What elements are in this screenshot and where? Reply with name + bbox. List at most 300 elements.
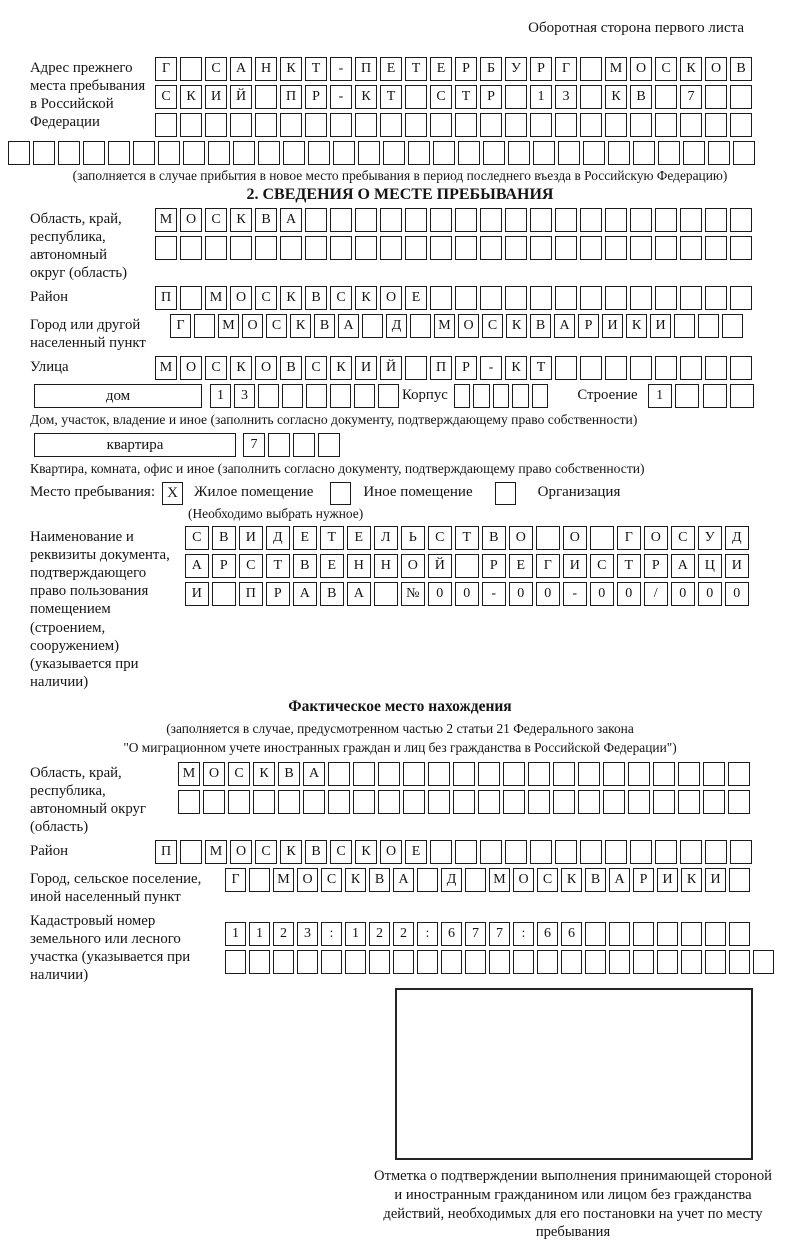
char-box[interactable]: [555, 208, 577, 232]
char-box[interactable]: [280, 113, 302, 137]
char-box[interactable]: [8, 141, 30, 165]
char-box[interactable]: К: [355, 85, 377, 109]
fact-oblast-row-2[interactable]: [178, 790, 753, 814]
char-box[interactable]: [303, 790, 325, 814]
char-box[interactable]: [255, 85, 277, 109]
char-box[interactable]: К: [355, 286, 377, 310]
char-box[interactable]: [362, 314, 383, 338]
char-box[interactable]: С: [155, 85, 177, 109]
char-box[interactable]: [585, 950, 606, 974]
char-box[interactable]: В: [730, 57, 752, 81]
char-box[interactable]: К: [681, 868, 702, 892]
char-box[interactable]: [333, 141, 355, 165]
char-box[interactable]: [306, 384, 327, 408]
char-box[interactable]: [258, 141, 280, 165]
char-box[interactable]: [383, 141, 405, 165]
char-box[interactable]: И: [602, 314, 623, 338]
stroenie-row[interactable]: [648, 384, 758, 408]
char-box[interactable]: [555, 286, 577, 310]
char-box[interactable]: [580, 57, 602, 81]
char-box[interactable]: [208, 141, 230, 165]
char-box[interactable]: Й: [428, 554, 452, 578]
fact-kadastr-row-1[interactable]: [225, 922, 777, 946]
char-box[interactable]: [728, 790, 750, 814]
char-box[interactable]: Р: [530, 57, 552, 81]
char-box[interactable]: [480, 840, 502, 864]
char-box[interactable]: И: [185, 582, 209, 606]
char-box[interactable]: Е: [293, 526, 317, 550]
char-box[interactable]: [680, 840, 702, 864]
char-box[interactable]: [580, 286, 602, 310]
char-box[interactable]: [628, 790, 650, 814]
char-box[interactable]: В: [314, 314, 335, 338]
char-box[interactable]: [58, 141, 80, 165]
char-box[interactable]: [730, 85, 752, 109]
char-box[interactable]: [328, 790, 350, 814]
previous-address-row-2[interactable]: [155, 85, 755, 109]
checkbox-zhiloe[interactable]: X: [162, 482, 183, 505]
char-box[interactable]: О: [180, 208, 202, 232]
char-box[interactable]: [83, 141, 105, 165]
char-box[interactable]: [405, 356, 427, 380]
char-box[interactable]: [480, 113, 502, 137]
char-box[interactable]: Р: [633, 868, 654, 892]
char-box[interactable]: М: [205, 286, 227, 310]
char-box[interactable]: П: [430, 356, 452, 380]
char-box[interactable]: [405, 85, 427, 109]
char-box[interactable]: А: [671, 554, 695, 578]
char-box[interactable]: -: [563, 582, 587, 606]
char-box[interactable]: [630, 236, 652, 260]
char-box[interactable]: [405, 208, 427, 232]
char-box[interactable]: [729, 922, 750, 946]
char-box[interactable]: Г: [170, 314, 191, 338]
char-box[interactable]: [528, 790, 550, 814]
char-box[interactable]: [483, 141, 505, 165]
char-box[interactable]: К: [506, 314, 527, 338]
char-box[interactable]: О: [458, 314, 479, 338]
char-box[interactable]: Н: [374, 554, 398, 578]
char-box[interactable]: [283, 141, 305, 165]
char-box[interactable]: [703, 790, 725, 814]
char-box[interactable]: [268, 433, 290, 457]
char-box[interactable]: О: [380, 840, 402, 864]
char-box[interactable]: К: [680, 57, 702, 81]
char-box[interactable]: [430, 113, 452, 137]
char-box[interactable]: [605, 356, 627, 380]
char-box[interactable]: [225, 950, 246, 974]
char-box[interactable]: Е: [347, 526, 371, 550]
char-box[interactable]: В: [305, 840, 327, 864]
char-box[interactable]: [730, 840, 752, 864]
char-box[interactable]: [255, 236, 277, 260]
char-box[interactable]: [405, 236, 427, 260]
char-box[interactable]: М: [178, 762, 200, 786]
char-box[interactable]: [674, 314, 695, 338]
char-box[interactable]: [233, 141, 255, 165]
char-box[interactable]: О: [230, 840, 252, 864]
char-box[interactable]: [609, 922, 630, 946]
char-box[interactable]: И: [355, 356, 377, 380]
char-box[interactable]: [293, 433, 315, 457]
char-box[interactable]: Е: [509, 554, 533, 578]
char-box[interactable]: К: [290, 314, 311, 338]
char-box[interactable]: [297, 950, 318, 974]
s2-oblast-row-1[interactable]: [155, 208, 755, 232]
char-box[interactable]: [508, 141, 530, 165]
char-box[interactable]: [183, 141, 205, 165]
char-box[interactable]: [380, 208, 402, 232]
char-box[interactable]: 1: [210, 384, 231, 408]
char-box[interactable]: [428, 790, 450, 814]
dom-number-row[interactable]: [210, 384, 402, 408]
char-box[interactable]: [729, 868, 750, 892]
char-box[interactable]: [630, 356, 652, 380]
char-box[interactable]: [230, 113, 252, 137]
char-box[interactable]: [605, 236, 627, 260]
char-box[interactable]: П: [239, 582, 263, 606]
char-box[interactable]: В: [530, 314, 551, 338]
char-box[interactable]: О: [255, 356, 277, 380]
char-box[interactable]: [583, 141, 605, 165]
char-box[interactable]: С: [239, 554, 263, 578]
char-box[interactable]: [305, 236, 327, 260]
char-box[interactable]: [280, 236, 302, 260]
char-box[interactable]: [753, 950, 774, 974]
char-box[interactable]: В: [369, 868, 390, 892]
char-box[interactable]: [530, 208, 552, 232]
char-box[interactable]: [555, 840, 577, 864]
char-box[interactable]: [505, 208, 527, 232]
char-box[interactable]: М: [218, 314, 239, 338]
char-box[interactable]: 7: [489, 922, 510, 946]
char-box[interactable]: [273, 950, 294, 974]
char-box[interactable]: М: [605, 57, 627, 81]
char-box[interactable]: Н: [347, 554, 371, 578]
char-box[interactable]: 2: [393, 922, 414, 946]
char-box[interactable]: [558, 141, 580, 165]
char-box[interactable]: [180, 113, 202, 137]
char-box[interactable]: 0: [428, 582, 452, 606]
char-box[interactable]: [633, 950, 654, 974]
char-box[interactable]: [480, 208, 502, 232]
char-box[interactable]: [330, 384, 351, 408]
char-box[interactable]: [505, 85, 527, 109]
char-box[interactable]: К: [561, 868, 582, 892]
char-box[interactable]: П: [155, 840, 177, 864]
char-box[interactable]: М: [434, 314, 455, 338]
char-box[interactable]: С: [255, 840, 277, 864]
char-box[interactable]: О: [242, 314, 263, 338]
char-box[interactable]: [580, 840, 602, 864]
char-box[interactable]: М: [205, 840, 227, 864]
previous-address-row-3[interactable]: [155, 113, 755, 137]
char-box[interactable]: К: [330, 356, 352, 380]
char-box[interactable]: :: [417, 922, 438, 946]
char-box[interactable]: 6: [441, 922, 462, 946]
char-box[interactable]: Р: [212, 554, 236, 578]
char-box[interactable]: [454, 384, 471, 408]
char-box[interactable]: Р: [578, 314, 599, 338]
korpus-row[interactable]: [454, 384, 552, 408]
char-box[interactable]: Р: [305, 85, 327, 109]
char-box[interactable]: [681, 950, 702, 974]
char-box[interactable]: [530, 113, 552, 137]
char-box[interactable]: В: [212, 526, 236, 550]
char-box[interactable]: [630, 208, 652, 232]
s2-gorod-row[interactable]: [170, 314, 746, 338]
char-box[interactable]: [489, 950, 510, 974]
char-box[interactable]: [458, 141, 480, 165]
char-box[interactable]: [605, 286, 627, 310]
char-box[interactable]: [730, 384, 754, 408]
char-box[interactable]: Б: [480, 57, 502, 81]
char-box[interactable]: А: [303, 762, 325, 786]
char-box[interactable]: И: [205, 85, 227, 109]
char-box[interactable]: [278, 790, 300, 814]
char-box[interactable]: С: [305, 356, 327, 380]
char-box[interactable]: [455, 113, 477, 137]
char-box[interactable]: [330, 113, 352, 137]
char-box[interactable]: Р: [480, 85, 502, 109]
char-box[interactable]: К: [280, 840, 302, 864]
char-box[interactable]: [158, 141, 180, 165]
char-box[interactable]: [580, 236, 602, 260]
char-box[interactable]: [453, 762, 475, 786]
char-box[interactable]: Р: [455, 356, 477, 380]
char-box[interactable]: С: [185, 526, 209, 550]
char-box[interactable]: [678, 790, 700, 814]
char-box[interactable]: [155, 113, 177, 137]
char-box[interactable]: [705, 236, 727, 260]
char-box[interactable]: В: [278, 762, 300, 786]
char-box[interactable]: Е: [380, 57, 402, 81]
char-box[interactable]: В: [255, 208, 277, 232]
char-box[interactable]: С: [482, 314, 503, 338]
char-box[interactable]: [417, 950, 438, 974]
char-box[interactable]: К: [253, 762, 275, 786]
char-box[interactable]: 0: [536, 582, 560, 606]
char-box[interactable]: У: [698, 526, 722, 550]
char-box[interactable]: Р: [644, 554, 668, 578]
char-box[interactable]: [430, 840, 452, 864]
char-box[interactable]: [532, 384, 549, 408]
char-box[interactable]: Т: [380, 85, 402, 109]
char-box[interactable]: О: [401, 554, 425, 578]
char-box[interactable]: [675, 384, 699, 408]
char-box[interactable]: Т: [455, 85, 477, 109]
char-box[interactable]: [590, 526, 614, 550]
char-box[interactable]: [249, 950, 270, 974]
char-box[interactable]: Т: [455, 526, 479, 550]
char-box[interactable]: В: [320, 582, 344, 606]
char-box[interactable]: О: [644, 526, 668, 550]
char-box[interactable]: [608, 141, 630, 165]
char-box[interactable]: Р: [266, 582, 290, 606]
document-row-1[interactable]: [185, 526, 752, 550]
char-box[interactable]: М: [489, 868, 510, 892]
char-box[interactable]: 6: [561, 922, 582, 946]
char-box[interactable]: :: [321, 922, 342, 946]
char-box[interactable]: [630, 840, 652, 864]
char-box[interactable]: [505, 840, 527, 864]
char-box[interactable]: 0: [698, 582, 722, 606]
char-box[interactable]: Г: [225, 868, 246, 892]
char-box[interactable]: С: [655, 57, 677, 81]
char-box[interactable]: [180, 236, 202, 260]
char-box[interactable]: [609, 950, 630, 974]
char-box[interactable]: [380, 236, 402, 260]
char-box[interactable]: [705, 85, 727, 109]
char-box[interactable]: [580, 85, 602, 109]
char-box[interactable]: [705, 286, 727, 310]
char-box[interactable]: 3: [234, 384, 255, 408]
char-box[interactable]: -: [480, 356, 502, 380]
char-box[interactable]: [530, 286, 552, 310]
char-box[interactable]: [405, 113, 427, 137]
char-box[interactable]: [354, 384, 375, 408]
char-box[interactable]: А: [280, 208, 302, 232]
char-box[interactable]: [680, 236, 702, 260]
char-box[interactable]: С: [321, 868, 342, 892]
char-box[interactable]: 7: [680, 85, 702, 109]
char-box[interactable]: [653, 762, 675, 786]
fact-oblast-row-1[interactable]: [178, 762, 753, 786]
char-box[interactable]: [355, 208, 377, 232]
char-box[interactable]: П: [155, 286, 177, 310]
char-box[interactable]: [180, 286, 202, 310]
char-box[interactable]: 3: [297, 922, 318, 946]
char-box[interactable]: [212, 582, 236, 606]
char-box[interactable]: Т: [305, 57, 327, 81]
char-box[interactable]: [680, 286, 702, 310]
char-box[interactable]: [605, 208, 627, 232]
char-box[interactable]: [258, 384, 279, 408]
char-box[interactable]: [430, 236, 452, 260]
char-box[interactable]: И: [657, 868, 678, 892]
char-box[interactable]: [505, 113, 527, 137]
char-box[interactable]: В: [585, 868, 606, 892]
document-row-3[interactable]: [185, 582, 752, 606]
char-box[interactable]: А: [347, 582, 371, 606]
char-box[interactable]: О: [180, 356, 202, 380]
char-box[interactable]: О: [380, 286, 402, 310]
char-box[interactable]: 2: [273, 922, 294, 946]
char-box[interactable]: М: [155, 356, 177, 380]
char-box[interactable]: [378, 384, 399, 408]
char-box[interactable]: -: [330, 57, 352, 81]
char-box[interactable]: [417, 868, 438, 892]
char-box[interactable]: К: [230, 208, 252, 232]
char-box[interactable]: Т: [320, 526, 344, 550]
char-box[interactable]: С: [330, 840, 352, 864]
char-box[interactable]: 2: [369, 922, 390, 946]
char-box[interactable]: [705, 950, 726, 974]
fact-raion-row[interactable]: [155, 840, 755, 864]
char-box[interactable]: -: [482, 582, 506, 606]
previous-address-row-4[interactable]: [8, 141, 792, 165]
char-box[interactable]: [330, 236, 352, 260]
char-box[interactable]: [203, 790, 225, 814]
char-box[interactable]: И: [725, 554, 749, 578]
char-box[interactable]: С: [205, 208, 227, 232]
char-box[interactable]: [473, 384, 490, 408]
char-box[interactable]: [680, 356, 702, 380]
char-box[interactable]: Р: [482, 554, 506, 578]
char-box[interactable]: А: [554, 314, 575, 338]
char-box[interactable]: Т: [617, 554, 641, 578]
char-box[interactable]: Д: [441, 868, 462, 892]
char-box[interactable]: [455, 554, 479, 578]
char-box[interactable]: 0: [509, 582, 533, 606]
char-box[interactable]: Е: [405, 286, 427, 310]
char-box[interactable]: [708, 141, 730, 165]
char-box[interactable]: [553, 762, 575, 786]
char-box[interactable]: Т: [530, 356, 552, 380]
char-box[interactable]: [512, 384, 529, 408]
char-box[interactable]: [453, 790, 475, 814]
char-box[interactable]: [553, 790, 575, 814]
char-box[interactable]: [705, 356, 727, 380]
char-box[interactable]: [465, 950, 486, 974]
char-box[interactable]: К: [505, 356, 527, 380]
char-box[interactable]: К: [345, 868, 366, 892]
char-box[interactable]: И: [650, 314, 671, 338]
char-box[interactable]: Г: [536, 554, 560, 578]
char-box[interactable]: Т: [266, 554, 290, 578]
char-box[interactable]: [305, 208, 327, 232]
char-box[interactable]: [633, 141, 655, 165]
char-box[interactable]: С: [590, 554, 614, 578]
char-box[interactable]: [528, 762, 550, 786]
char-box[interactable]: [605, 113, 627, 137]
char-box[interactable]: [133, 141, 155, 165]
char-box[interactable]: [655, 236, 677, 260]
char-box[interactable]: [603, 762, 625, 786]
char-box[interactable]: 1: [225, 922, 246, 946]
char-box[interactable]: К: [605, 85, 627, 109]
char-box[interactable]: [578, 762, 600, 786]
char-box[interactable]: [33, 141, 55, 165]
char-box[interactable]: Д: [725, 526, 749, 550]
char-box[interactable]: [657, 950, 678, 974]
char-box[interactable]: 0: [617, 582, 641, 606]
char-box[interactable]: [205, 236, 227, 260]
char-box[interactable]: А: [230, 57, 252, 81]
char-box[interactable]: Н: [255, 57, 277, 81]
char-box[interactable]: О: [705, 57, 727, 81]
s2-oblast-row-2[interactable]: [155, 236, 755, 260]
char-box[interactable]: У: [505, 57, 527, 81]
char-box[interactable]: А: [293, 582, 317, 606]
char-box[interactable]: С: [671, 526, 695, 550]
char-box[interactable]: Е: [320, 554, 344, 578]
char-box[interactable]: [180, 57, 202, 81]
char-box[interactable]: [655, 113, 677, 137]
char-box[interactable]: [430, 286, 452, 310]
char-box[interactable]: М: [155, 208, 177, 232]
char-box[interactable]: [630, 286, 652, 310]
char-box[interactable]: /: [644, 582, 668, 606]
char-box[interactable]: [455, 840, 477, 864]
char-box[interactable]: [698, 314, 719, 338]
char-box[interactable]: [653, 790, 675, 814]
char-box[interactable]: М: [273, 868, 294, 892]
char-box[interactable]: 1: [249, 922, 270, 946]
char-box[interactable]: 7: [465, 922, 486, 946]
char-box[interactable]: [205, 113, 227, 137]
char-box[interactable]: [430, 208, 452, 232]
